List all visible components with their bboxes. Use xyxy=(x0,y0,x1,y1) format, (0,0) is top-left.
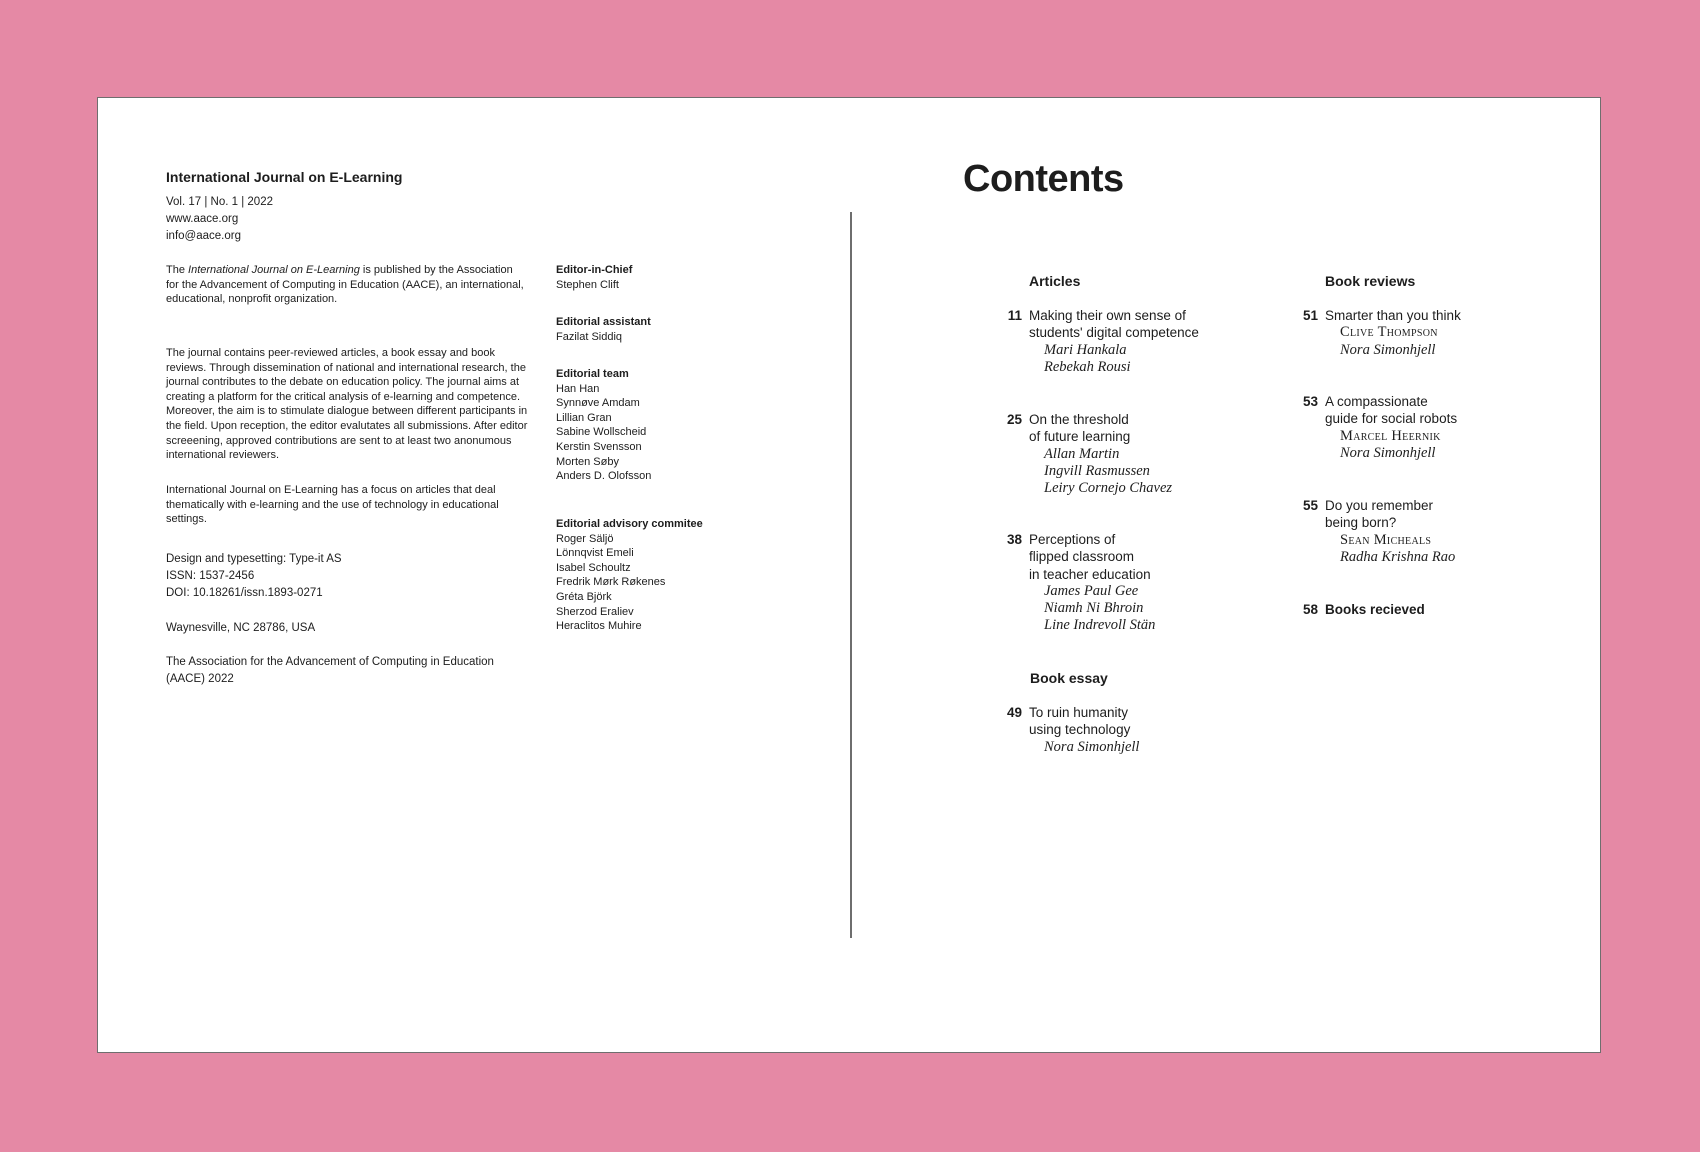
toc-entry[interactable] xyxy=(1302,307,1461,359)
page-number: 11 xyxy=(1007,308,1022,323)
description-line: Moreover, the aim is to stimulate dialogue between different participants in xyxy=(166,405,528,418)
page-number: 38 xyxy=(1006,532,1022,547)
entry-author: James Paul Gee xyxy=(1044,582,1139,599)
entry-title: On the threshold xyxy=(1029,412,1129,427)
page-number: 53 xyxy=(1302,394,1318,409)
entry-author: Ingvill Rasmussen xyxy=(1044,462,1150,479)
page-divider xyxy=(850,212,852,938)
description-line: creating a platform for the critical analysis of e-learning and competence. xyxy=(166,390,521,403)
editorial-assistant-block xyxy=(556,315,651,344)
intro-line: educational, nonprofit organization. xyxy=(166,293,338,306)
staff-heading: Editorial assistant xyxy=(556,316,651,328)
description-line: the field. Upon reception, the editor evalutates all submissions. After editor xyxy=(166,419,528,432)
staff-heading: Editorial advisory commitee xyxy=(556,518,703,530)
entry-author: Niamh Ni Bhroin xyxy=(1044,600,1144,617)
entry-title: Do you remember xyxy=(1325,498,1434,513)
focus-paragraph xyxy=(166,483,546,527)
staff-heading: Editor-in-Chief xyxy=(556,264,633,276)
focus-line: settings. xyxy=(166,513,207,526)
book-essay-heading: Book essay xyxy=(1030,670,1108,686)
staff-name: Roger Säljö xyxy=(556,532,614,545)
staff-heading: Editorial team xyxy=(556,368,629,380)
book-author: Clive Thompson xyxy=(1340,324,1438,341)
staff-name: Gréta Björk xyxy=(556,590,612,603)
entry-author: Mari Hankala xyxy=(1044,341,1127,358)
book-author: Sean Micheals xyxy=(1340,531,1432,548)
description-line: screeening, approved contributions are sent to at least two anonumous xyxy=(166,434,512,447)
page-number: 25 xyxy=(1006,412,1022,427)
toc-entry[interactable] xyxy=(1006,704,1140,756)
entry-title: using technology xyxy=(1029,722,1131,738)
entry-title: being born? xyxy=(1325,515,1397,531)
advisory-committee-block xyxy=(556,517,703,634)
description-paragraph xyxy=(166,346,546,463)
entry-title: in teacher education xyxy=(1029,566,1151,582)
entry-author: Allan Martin xyxy=(1044,445,1120,462)
page-number: 49 xyxy=(1006,705,1022,720)
entry-author: Line Indrevoll Stän xyxy=(1044,617,1156,634)
staff-name: Kerstin Svensson xyxy=(556,440,642,453)
address-line: Waynesville, NC 28786, USA xyxy=(166,622,316,634)
description-line: journal contributes to the debate on education policy. The journal aims at xyxy=(166,376,520,389)
entry-title: Smarter than you think xyxy=(1325,308,1461,323)
page-number: 55 xyxy=(1302,498,1318,513)
page-number: 51 xyxy=(1302,308,1318,323)
intro-line: for the Advancement of Computing in Education (AACE), an international, xyxy=(166,278,524,291)
staff-name: Morten Søby xyxy=(556,455,619,468)
doi-line: DOI: 10.18261/issn.1893-0271 xyxy=(166,587,323,599)
staff-name: Anders D. Olofsson xyxy=(556,470,652,483)
website-line: www.aace.org xyxy=(166,213,239,225)
entry-title: students' digital competence xyxy=(1029,325,1199,341)
reviewer: Nora Simonhjell xyxy=(1340,341,1436,358)
toc-entry[interactable] xyxy=(1006,531,1156,635)
description-line: international reviewers. xyxy=(166,449,280,462)
description-line: The journal contains peer-reviewed articles, a book essay and book xyxy=(166,347,495,359)
page-number: 58 xyxy=(1302,602,1318,617)
staff-name: Sherzod Eraliev xyxy=(556,605,634,618)
book-reviews-heading: Book reviews xyxy=(1325,273,1416,289)
staff-name: Fredrik Mørk Røkenes xyxy=(556,576,666,589)
staff-name: Fazilat Siddiq xyxy=(556,330,623,343)
staff-name: Sabine Wollscheid xyxy=(556,426,647,439)
intro-first-line: The International Journal on E-Learning is published by the Association xyxy=(166,264,513,276)
staff-name: Heraclitos Muhire xyxy=(556,620,642,633)
issn-line: ISSN: 1537-2456 xyxy=(166,570,255,582)
editorial-team-block xyxy=(556,367,651,484)
toc-entry[interactable] xyxy=(1302,601,1425,618)
entry-title: A compassionate xyxy=(1325,394,1428,409)
book-author: Marcel Heernik xyxy=(1340,427,1441,444)
entry-title: Books recieved xyxy=(1325,602,1425,617)
email-line: info@aace.org xyxy=(166,230,241,242)
reviewer: Nora Simonhjell xyxy=(1340,444,1436,461)
journal-spread xyxy=(97,97,1601,1053)
entry-title: Perceptions of xyxy=(1029,532,1116,547)
copyright-line: (AACE) 2022 xyxy=(166,673,234,685)
staff-name: Lillian Gran xyxy=(556,411,612,424)
articles-heading: Articles xyxy=(1029,273,1081,289)
contents-title: Contents xyxy=(963,158,1124,200)
staff-name: Stephen Clift xyxy=(556,278,619,291)
reviewer: Radha Krishna Rao xyxy=(1340,548,1456,565)
staff-name: Han Han xyxy=(556,382,600,395)
staff-name: Synnøve Amdam xyxy=(556,397,640,410)
staff-name: Lönnqvist Emeli xyxy=(556,547,634,560)
copyright-line: The Association for the Advancement of Computing in Education xyxy=(166,656,494,668)
description-line: reviews. Through dissemination of national and international research, the xyxy=(166,361,526,374)
volume-line: Vol. 17 | No. 1 | 2022 xyxy=(166,196,273,208)
entry-title: Making their own sense of xyxy=(1029,308,1186,323)
entry-title: of future learning xyxy=(1029,429,1131,445)
focus-line: International Journal on E-Learning has a focus on articles that deal xyxy=(166,484,496,496)
entry-author: Rebekah Rousi xyxy=(1044,358,1131,375)
entry-author: Nora Simonhjell xyxy=(1044,738,1140,755)
toc-entry[interactable] xyxy=(1006,411,1173,497)
focus-line: thematically with e-learning and the use of technology in educational xyxy=(166,498,499,511)
editor-in-chief-block xyxy=(556,263,632,292)
entry-title: guide for social robots xyxy=(1325,411,1458,427)
entry-author: Leiry Cornejo Chavez xyxy=(1044,480,1173,497)
toc-entry[interactable] xyxy=(1007,307,1199,376)
typesetting-line: Design and typesetting: Type-it AS xyxy=(166,553,342,565)
toc-entry[interactable] xyxy=(1302,393,1458,462)
journal-title: International Journal on E-Learning xyxy=(166,169,403,185)
staff-name: Isabel Schoultz xyxy=(556,561,631,574)
entry-title: flipped classroom xyxy=(1029,549,1135,565)
entry-title: To ruin humanity xyxy=(1029,705,1129,720)
toc-entry[interactable] xyxy=(1302,497,1456,566)
intro-paragraph xyxy=(166,263,546,307)
